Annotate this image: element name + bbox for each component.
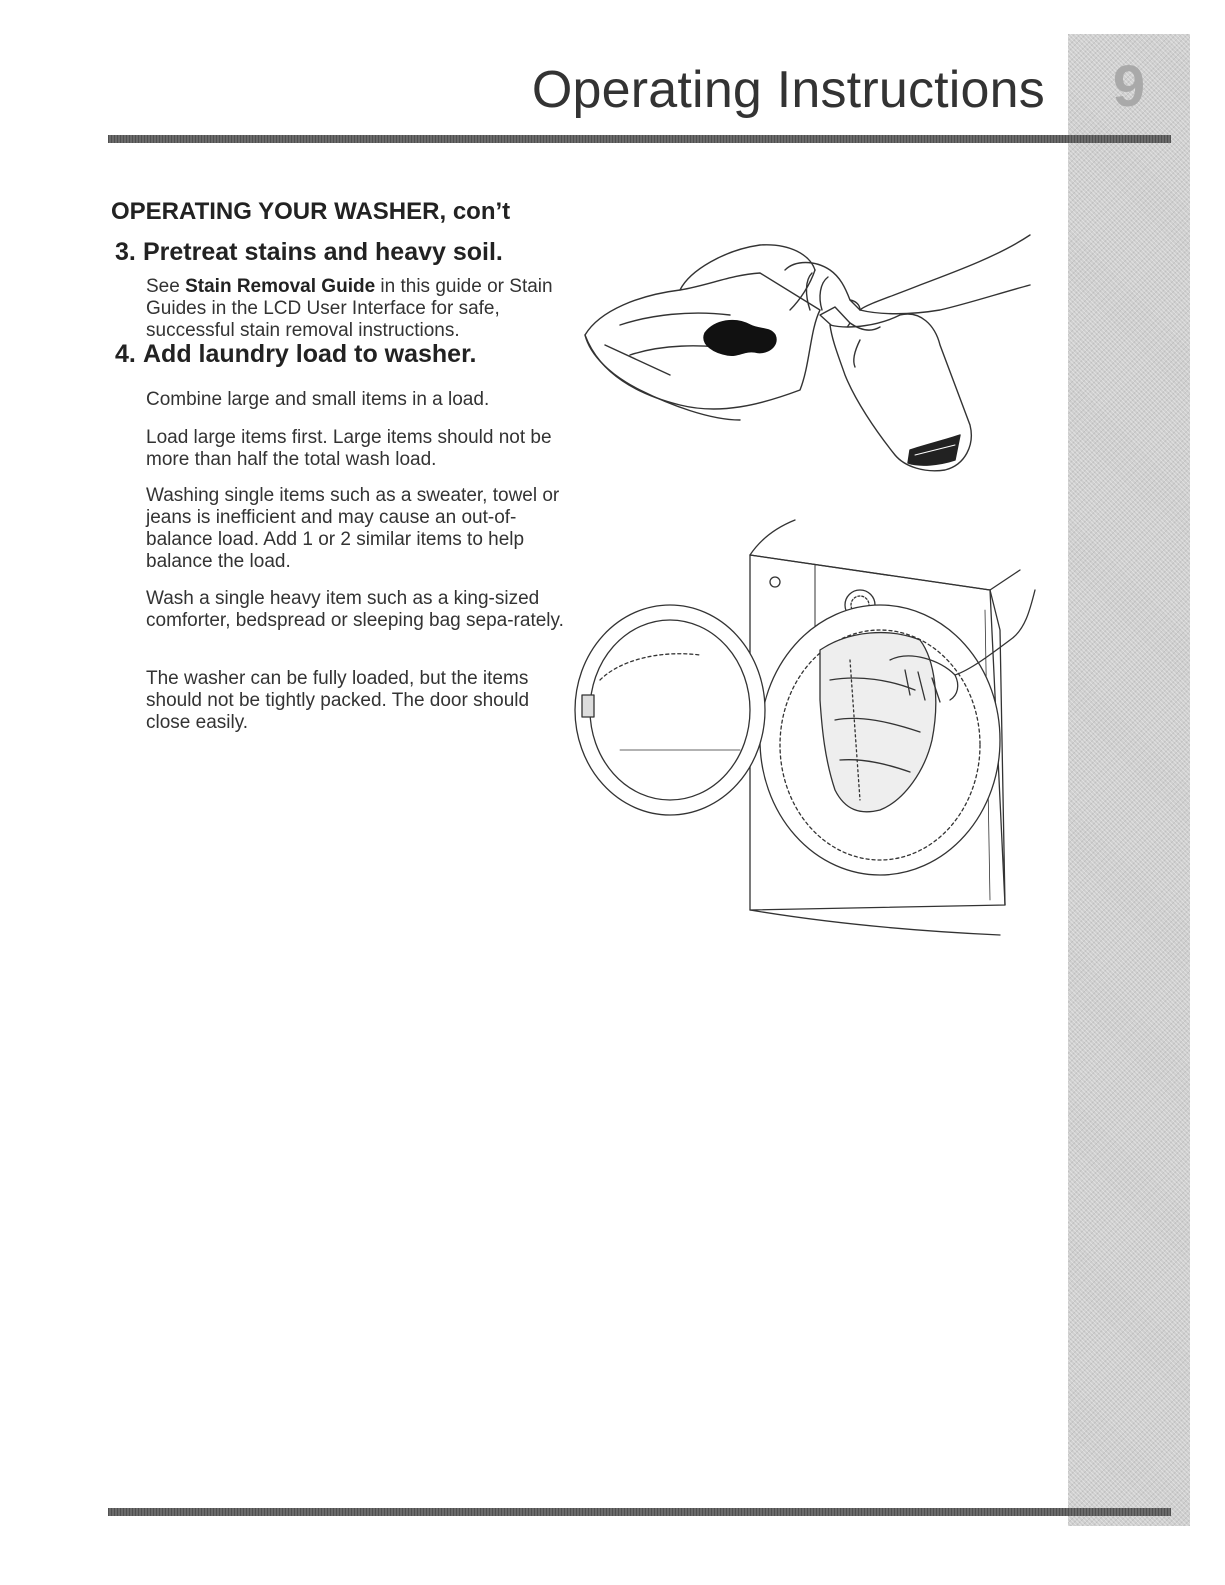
page-title: Operating Instructions xyxy=(531,61,1045,119)
step-4-number: 4. xyxy=(115,340,136,368)
page-number: 9 xyxy=(1112,54,1146,119)
step-3-title: Pretreat stains and heavy soil. xyxy=(143,238,503,266)
paragraph-text: Washing single items such as a sweater, towel or jeans is inefficient and may cause an out-of-balance load. Add 1 or 2 similar items to help balance the load. xyxy=(146,485,560,572)
step-4-heading xyxy=(115,340,476,369)
footer-rule xyxy=(108,1508,1171,1516)
step-4-paragraph xyxy=(146,588,576,632)
side-tab xyxy=(1068,34,1190,1526)
step-4-title: Add laundry load to washer. xyxy=(143,340,477,368)
header-rule xyxy=(108,135,1171,143)
step-3-text-after: in this guide or Stain Guides in the LCD User Interface for safe, successful stain removal instructions. xyxy=(146,276,553,341)
step-3-heading xyxy=(115,238,503,267)
step-4-paragraph xyxy=(146,485,576,573)
section-heading: OPERATING YOUR WASHER, con’t xyxy=(111,198,511,225)
step-4-paragraph xyxy=(146,389,576,411)
paragraph-text: The washer can be fully loaded, but the items should not be tightly packed. The door should close easily. xyxy=(146,668,530,733)
step-3-text xyxy=(146,276,576,342)
stain-guide-reference: Stain Removal Guide xyxy=(185,276,376,297)
paragraph-text: Wash a single heavy item such as a king-sized comforter, bedspread or sleeping bag sepa-rately. xyxy=(146,588,564,631)
step-3-text-before: See xyxy=(146,276,186,297)
step-4-paragraph xyxy=(146,427,576,471)
paragraph-text: Combine large and small items in a load. xyxy=(146,389,490,410)
step-3-number: 3. xyxy=(115,238,136,266)
step-4-paragraph xyxy=(146,668,576,734)
paragraph-text: Load large items first. Large items should not be more than half the total wash load. xyxy=(146,427,552,470)
stain-spray-illustration xyxy=(560,215,1040,490)
washer-loading-illustration xyxy=(560,510,1040,950)
